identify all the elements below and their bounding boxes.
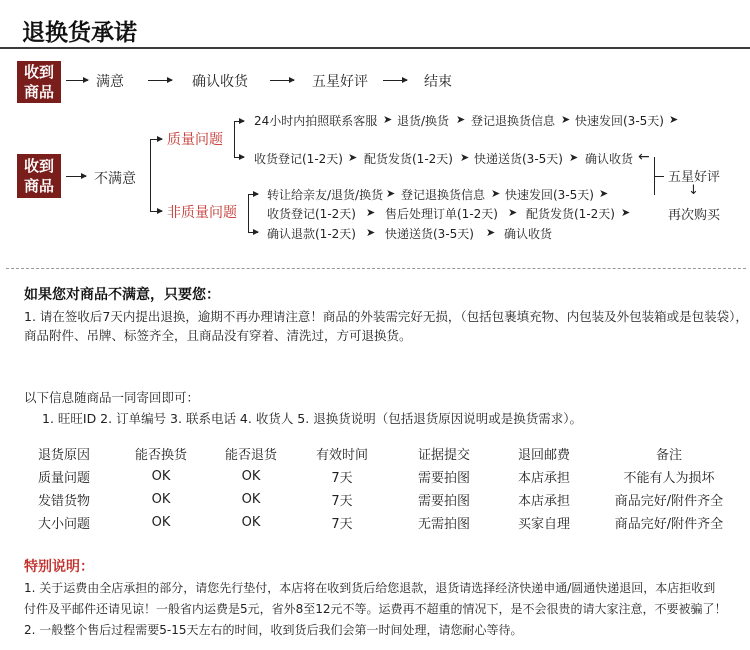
section-divider [6, 268, 746, 269]
arrow-icon: ➤ [486, 226, 496, 239]
step-unsatisfied: 不满意 [94, 171, 136, 187]
nq-row2-step: 收货登记(1-2天) [267, 207, 356, 221]
step-satisfied: 满意 [96, 74, 124, 90]
table-cell: OK [241, 469, 261, 484]
table-cell: 不能有人为损坏 [623, 471, 715, 486]
five-star-review: 五星好评 [668, 170, 721, 185]
arrow [270, 80, 294, 81]
table-header-row [38, 442, 736, 465]
table-header: 备注 [655, 448, 682, 463]
arrow [150, 211, 162, 212]
arrow [383, 80, 407, 81]
table-header: 退回邮费 [517, 448, 570, 463]
return-policy-table [38, 442, 736, 534]
arrow [148, 80, 172, 81]
arrow-icon: ➤ [383, 113, 393, 126]
table-cell: 本店承担 [517, 494, 570, 509]
page-title: 退换货承诺 [22, 20, 137, 46]
q-row1-step: 24小时内拍照联系客服 [254, 114, 378, 128]
arrow-icon: ➤ [621, 206, 631, 219]
policy-line-2: 商品附件、吊牌、标签齐全，且商品没有穿着、清洗过，方可退换货。 [24, 328, 412, 343]
return-info-intro: 以下信息随商品一同寄回即可： [24, 390, 200, 405]
arrow-icon: ➤ [508, 206, 518, 219]
arrow-icon: ➤ [561, 113, 571, 126]
table-cell: OK [151, 492, 171, 507]
table-cell: OK [151, 515, 171, 530]
arrow-icon: ➤ [569, 151, 579, 164]
table-header: 证据提交 [417, 448, 470, 463]
table-cell: 发错货物 [38, 494, 91, 509]
nq-row2-step: 售后处理订单(1-2天) [385, 207, 498, 221]
special-note-line-2: 付件及平邮件还请见谅！一般省内运费是5元，省外8至12元不等。运费再不超重的情况下，是不会很贵的请大家注意，不要被骗了！ [24, 602, 727, 616]
table-cell: 需要拍图 [417, 471, 470, 486]
quality-bracket [234, 121, 235, 157]
nq-row2-step: 配货发货(1-2天) [526, 207, 615, 221]
nq-row3-step: 确认退款(1-2天) [267, 227, 356, 241]
arrow [150, 139, 162, 140]
q-row2-step: 收货登记(1-2天) [254, 152, 343, 166]
q-row2-step: 确认收货 [585, 152, 634, 166]
arrow [248, 194, 258, 195]
table-cell: 7天 [331, 471, 353, 486]
nq-row1-step: 转让给亲友/退货/换货 [267, 188, 384, 202]
nq-row3-step: 确认收货 [504, 227, 553, 241]
nq-row3-step: 快递送货(3-5天) [385, 227, 474, 241]
table-cell: 商品完好/附件齐全 [614, 494, 724, 509]
q-row1-step: 退货/换货 [397, 114, 450, 128]
down-arrow-icon: ↓ [688, 183, 699, 198]
arrow-icon: ➤ [366, 206, 376, 219]
special-notes-heading: 特别说明： [24, 559, 94, 575]
q-row1-step: 登记退换货信息 [471, 114, 556, 128]
arrow [248, 232, 258, 233]
quality-issue-label: 质量问题 [167, 132, 223, 148]
arrow [66, 176, 86, 177]
q-row2-step: 快递送货(3-5天) [474, 152, 563, 166]
q-row2-step: 配货发货(1-2天) [364, 152, 453, 166]
nq-row1-step: 快速发回(3-5天) [505, 188, 594, 202]
arrow-icon: ➤ [386, 187, 396, 200]
nq-bracket [248, 194, 249, 232]
q-row1-step: 快速发回(3-5天) [575, 114, 664, 128]
table-cell: 本店承担 [517, 471, 570, 486]
arrow [66, 80, 88, 81]
special-note-line-1: 1. 关于运费由全店承担的部分，请您先行垫付，本店将在收到货后给您退款，退货请选择经济快递申通/圆通快递退回，本店拒收到 [24, 581, 716, 595]
table-cell: 大小问题 [38, 517, 91, 532]
table-cell: OK [151, 469, 171, 484]
nq-row1-step: 登记退换货信息 [401, 188, 486, 202]
arrow-icon: ➤ [348, 151, 358, 164]
table-row [38, 488, 736, 511]
unsatisfied-heading: 如果您对商品不满意，只要您： [24, 287, 220, 303]
table-cell: 质量问题 [38, 471, 91, 486]
arrow-icon: ➤ [456, 113, 466, 126]
table-header: 能否退货 [224, 448, 277, 463]
table-cell: 7天 [331, 517, 353, 532]
received-goods-box-2: 收到 商品 [17, 154, 61, 198]
title-divider [0, 47, 750, 49]
table-header: 有效时间 [315, 448, 368, 463]
buy-again: 再次购买 [668, 208, 721, 223]
step-five-star: 五星好评 [312, 74, 368, 90]
return-info-items: 1. 旺旺ID 2. 订单编号 3. 联系电话 4. 收货人 5. 退换货说明（包括退货原因说明或是换货需求）。 [42, 411, 582, 426]
table-cell: 买家自理 [517, 517, 570, 532]
policy-line-1: 1. 请在签收后7天内提出退换，逾期不再办理请注意！商品的外装需完好无损，（包括包裹填充物、内包装及外包装箱或是包装袋）， [24, 309, 748, 324]
table-cell: 商品完好/附件齐全 [614, 517, 724, 532]
arrow-icon: ➤ [669, 113, 679, 126]
step-end: 结束 [424, 74, 452, 90]
special-note-line-3: 2. 一般整个售后过程需要5-15天左右的时间，收到货后我们会第一时间处理，请您耐心等待。 [24, 623, 523, 637]
branch-line [150, 139, 151, 211]
table-cell: 需要拍图 [417, 494, 470, 509]
table-row [38, 465, 736, 488]
table-cell: 无需拍图 [417, 517, 470, 532]
non-quality-issue-label: 非质量问题 [167, 205, 237, 221]
arrow [234, 121, 244, 122]
arrow-icon: ➤ [460, 151, 470, 164]
arrow-icon: ➤ [366, 226, 376, 239]
arrow [234, 157, 244, 158]
table-row [38, 511, 736, 534]
table-header: 能否换货 [134, 448, 187, 463]
arrow-icon: ➤ [491, 187, 501, 200]
table-header: 退货原因 [38, 448, 91, 463]
arrow-icon: ➤ [599, 187, 609, 200]
step-confirm-receipt: 确认收货 [192, 74, 248, 90]
table-cell: 7天 [331, 494, 353, 509]
received-goods-box-1: 收到 商品 [17, 61, 61, 103]
table-cell: OK [241, 492, 261, 507]
table-cell: OK [241, 515, 261, 530]
loop-bracket [654, 176, 664, 177]
left-arrow-icon: ← [638, 149, 650, 165]
